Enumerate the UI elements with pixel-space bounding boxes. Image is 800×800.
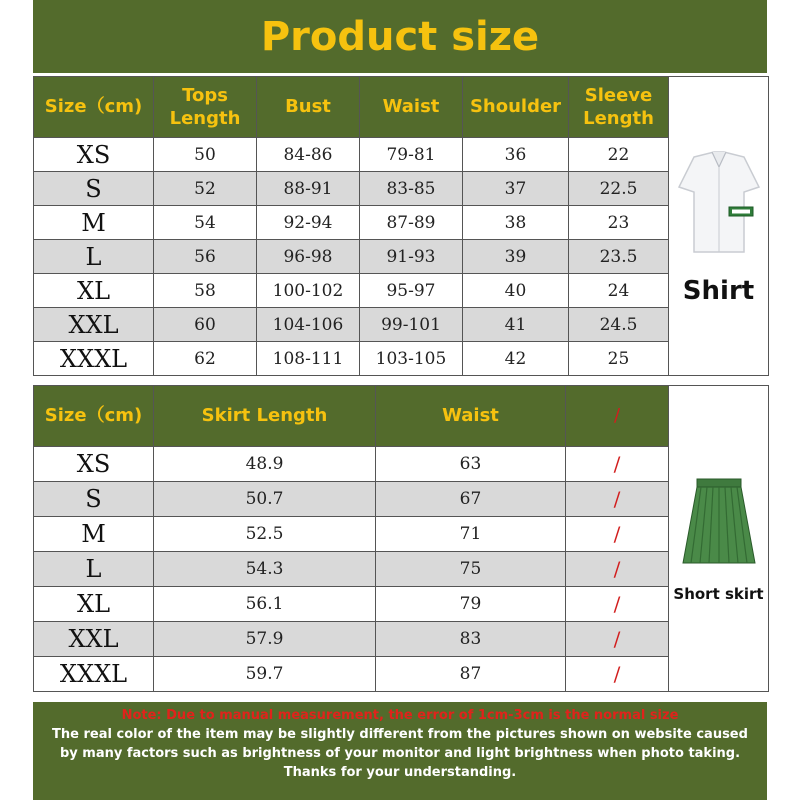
table-row — [34, 172, 769, 206]
slash-cell: / — [566, 552, 669, 587]
waist-cell: 71 — [376, 517, 566, 552]
shoulder-cell: 42 — [463, 342, 569, 376]
table-row — [34, 482, 769, 517]
slash-cell: / — [566, 517, 669, 552]
tops-length-cell: 62 — [154, 342, 257, 376]
tops-length-cell: 60 — [154, 308, 257, 342]
skirt-length-cell: 50.7 — [154, 482, 376, 517]
bust-cell: 100-102 — [257, 274, 360, 308]
skirt-length-cell: 54.3 — [154, 552, 376, 587]
tops-length-cell: 50 — [154, 138, 257, 172]
shoulder-cell: 38 — [463, 206, 569, 240]
bust-cell: 96-98 — [257, 240, 360, 274]
skirt-length-cell: 56.1 — [154, 587, 376, 622]
header-size: Size（cm) — [34, 77, 154, 138]
header-waist: Waist — [360, 77, 463, 138]
header-skirt-length: Skirt Length — [154, 386, 376, 447]
sleeve-length-cell: 23.5 — [569, 240, 669, 274]
waist-cell: 91-93 — [360, 240, 463, 274]
waist-cell: 79-81 — [360, 138, 463, 172]
footer-notice — [33, 702, 767, 800]
size-cell: XL — [34, 274, 154, 308]
waist-cell: 83-85 — [360, 172, 463, 206]
size-cell: M — [34, 517, 154, 552]
sleeve-length-cell: 25 — [569, 342, 669, 376]
waist-cell: 79 — [376, 587, 566, 622]
size-cell: XXXL — [34, 657, 154, 692]
table-row — [34, 308, 769, 342]
waist-cell: 67 — [376, 482, 566, 517]
table-row — [34, 138, 769, 172]
waist-cell: 103-105 — [360, 342, 463, 376]
shirt-label: Shirt — [682, 275, 755, 306]
color-disclaimer-line: The real color of the item may be slightly different from the pictures shown on website caused — [52, 727, 748, 742]
size-cell: XXL — [34, 308, 154, 342]
table-row — [34, 342, 769, 376]
thanks-line: Thanks for your understanding. — [283, 765, 517, 780]
waist-cell: 95-97 — [360, 274, 463, 308]
table-row — [34, 622, 769, 657]
tops-length-cell: 52 — [154, 172, 257, 206]
table-row — [34, 274, 769, 308]
waist-cell: 83 — [376, 622, 566, 657]
measurement-note: Note: Due to manual measurement, the error of 1cm-3cm is the normal size — [121, 708, 679, 723]
size-cell: L — [34, 552, 154, 587]
table-row — [34, 206, 769, 240]
skirt-image — [679, 475, 759, 570]
header-shoulder: Shoulder — [463, 77, 569, 138]
shoulder-cell: 36 — [463, 138, 569, 172]
header-empty: / — [566, 386, 669, 447]
shoulder-cell: 41 — [463, 308, 569, 342]
shoulder-cell: 37 — [463, 172, 569, 206]
size-cell: XS — [34, 447, 154, 482]
tops-length-cell: 54 — [154, 206, 257, 240]
header-sleeve-length: Sleeve Length — [569, 77, 669, 138]
title-banner — [33, 0, 767, 73]
size-cell: S — [34, 482, 154, 517]
tops-length-cell: 56 — [154, 240, 257, 274]
bust-cell: 88-91 — [257, 172, 360, 206]
bust-cell: 108-111 — [257, 342, 360, 376]
color-disclaimer-line: by many factors such as brightness of your monitor and light brightness when photo taking. — [59, 746, 741, 761]
shoulder-cell: 40 — [463, 274, 569, 308]
table-row — [34, 517, 769, 552]
size-cell: S — [34, 172, 154, 206]
slash-cell: / — [566, 447, 669, 482]
sleeve-length-cell: 22.5 — [569, 172, 669, 206]
table-row — [34, 240, 769, 274]
waist-cell: 75 — [376, 552, 566, 587]
size-cell: XXXL — [34, 342, 154, 376]
size-cell: L — [34, 240, 154, 274]
size-cell: XL — [34, 587, 154, 622]
skirt-length-cell: 59.7 — [154, 657, 376, 692]
table-row — [34, 657, 769, 692]
waist-cell: 99-101 — [360, 308, 463, 342]
header-bust: Bust — [257, 77, 360, 138]
skirt-length-cell: 57.9 — [154, 622, 376, 657]
skirt-header-row — [34, 386, 769, 447]
slash-cell: / — [566, 587, 669, 622]
waist-cell: 63 — [376, 447, 566, 482]
table-row — [34, 447, 769, 482]
skirt-length-cell: 52.5 — [154, 517, 376, 552]
size-cell: M — [34, 206, 154, 240]
header-tops-length: Tops Length — [154, 77, 257, 138]
bust-cell: 104-106 — [257, 308, 360, 342]
header-waist: Waist — [376, 386, 566, 447]
tops-length-cell: 58 — [154, 274, 257, 308]
table-row — [34, 552, 769, 587]
table-row — [34, 587, 769, 622]
size-cell: XXL — [34, 622, 154, 657]
skirt-label: Short skirt — [673, 584, 764, 603]
sleeve-length-cell: 24.5 — [569, 308, 669, 342]
waist-cell: 87-89 — [360, 206, 463, 240]
tops-size-table — [33, 76, 769, 376]
header-size: Size（cm) — [34, 386, 154, 447]
skirt-length-cell: 48.9 — [154, 447, 376, 482]
bust-cell: 92-94 — [257, 206, 360, 240]
slash-cell: / — [566, 482, 669, 517]
sleeve-length-cell: 24 — [569, 274, 669, 308]
tops-header-row — [34, 77, 769, 138]
sleeve-length-cell: 22 — [569, 138, 669, 172]
page-title: Product size — [260, 13, 540, 60]
waist-cell: 87 — [376, 657, 566, 692]
shoulder-cell: 39 — [463, 240, 569, 274]
shirt-product-cell — [669, 77, 769, 376]
slash-cell: / — [566, 657, 669, 692]
slash-cell: / — [566, 622, 669, 657]
shirt-image — [674, 147, 764, 257]
skirt-size-table — [33, 385, 769, 692]
sleeve-length-cell: 23 — [569, 206, 669, 240]
skirt-product-cell — [669, 386, 769, 692]
size-cell: XS — [34, 138, 154, 172]
bust-cell: 84-86 — [257, 138, 360, 172]
